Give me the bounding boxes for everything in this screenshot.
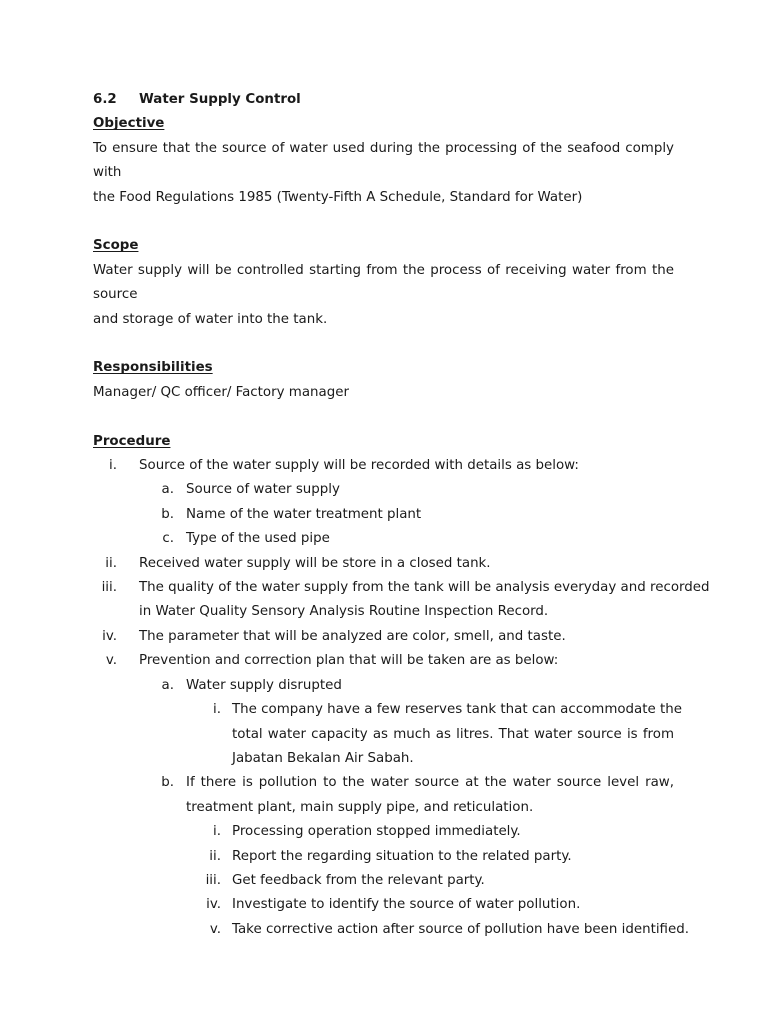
list-item-text: Name of the water treatment plant: [186, 506, 422, 522]
objective-line-1: To ensure that the source of water used during the processing of the seafood comply with: [93, 140, 674, 181]
scope-line-1: Water supply will be controlled starting from the process of receiving water from the source: [93, 262, 674, 303]
list-marker: a.: [161, 677, 174, 693]
list-marker: ii.: [209, 848, 221, 864]
list-item-text: Prevention and correction plan that will be taken are as below:: [139, 653, 559, 669]
list-marker: b.: [161, 506, 174, 522]
list-item: [93, 820, 674, 844]
list-marker: a.: [161, 482, 174, 498]
list-item-text: total water capacity as much as litres. That water source is from: [232, 726, 674, 742]
list-item: [93, 674, 674, 698]
list-marker: i.: [213, 824, 221, 840]
list-item-text: Jabatan Bekalan Air Sabah.: [232, 750, 414, 766]
list-item: [93, 503, 674, 527]
list-item: [93, 771, 674, 820]
list-item-text: Report the regarding situation to the related party.: [232, 848, 572, 864]
responsibilities-text: Manager/ QC officer/ Factory manager: [93, 384, 349, 400]
list-item: [93, 576, 710, 625]
list-marker: iv.: [206, 897, 221, 913]
list-item-text: Investigate to identify the source of water pollution.: [232, 897, 581, 913]
list-marker: iii.: [205, 872, 221, 888]
section-title-text: Water Supply Control: [139, 92, 301, 107]
objective-heading: Objective: [93, 116, 165, 132]
list-marker: v.: [209, 921, 221, 937]
list-item-text: in Water Quality Sensory Analysis Routine Inspection Record.: [139, 604, 549, 620]
list-marker: i.: [109, 458, 117, 474]
list-item: [93, 454, 674, 478]
list-item: [93, 478, 674, 502]
list-item-text: The parameter that will be analyzed are color, smell, and taste.: [139, 628, 566, 644]
list-item: [93, 625, 674, 649]
list-item: [93, 649, 674, 673]
list-marker: b.: [161, 775, 174, 791]
list-item-text: Processing operation stopped immediately.: [232, 824, 521, 840]
list-item: [93, 527, 674, 551]
document-page: [93, 88, 710, 942]
list-marker: iii.: [101, 580, 117, 596]
list-marker: c.: [162, 531, 174, 547]
list-item: [93, 918, 689, 942]
objective-line-2: the Food Regulations 1985 (Twenty-Fifth A Schedule, Standard for Water): [93, 189, 583, 205]
list-item-text: Take corrective action after source of pollution have been identified.: [232, 921, 689, 937]
scope-line-2: and storage of water into the tank.: [93, 311, 328, 327]
list-marker: v.: [105, 653, 117, 669]
list-item-text: treatment plant, main supply pipe, and reticulation.: [186, 799, 534, 815]
list-marker: ii.: [105, 555, 117, 571]
list-item-text: Received water supply will be store in a closed tank.: [139, 555, 491, 571]
list-item: [93, 893, 674, 917]
list-item-text: Source of the water supply will be recorded with details as below:: [139, 458, 579, 474]
list-item-text: Source of water supply: [186, 482, 340, 498]
list-item-text: Type of the used pipe: [186, 531, 330, 547]
responsibilities-heading: Responsibilities: [93, 360, 213, 376]
list-item: [93, 845, 674, 869]
list-item-text: Water supply disrupted: [186, 677, 342, 693]
list-marker: i.: [213, 702, 221, 718]
list-item-text: If there is pollution to the water source at the water source level raw,: [186, 775, 674, 791]
section-number: 6.2: [93, 92, 117, 107]
procedure-heading: Procedure: [93, 433, 171, 449]
list-item-text: Get feedback from the relevant party.: [232, 872, 485, 888]
list-item: [93, 552, 674, 576]
list-item: [93, 869, 674, 893]
scope-heading: Scope: [93, 238, 139, 254]
list-item-text: The company have a few reserves tank that can accommodate the: [232, 702, 682, 718]
section-title: [93, 88, 674, 112]
list-item-text: The quality of the water supply from the tank will be analysis everyday and recorded: [139, 580, 710, 596]
list-item: [93, 698, 682, 771]
list-marker: iv.: [102, 628, 117, 644]
